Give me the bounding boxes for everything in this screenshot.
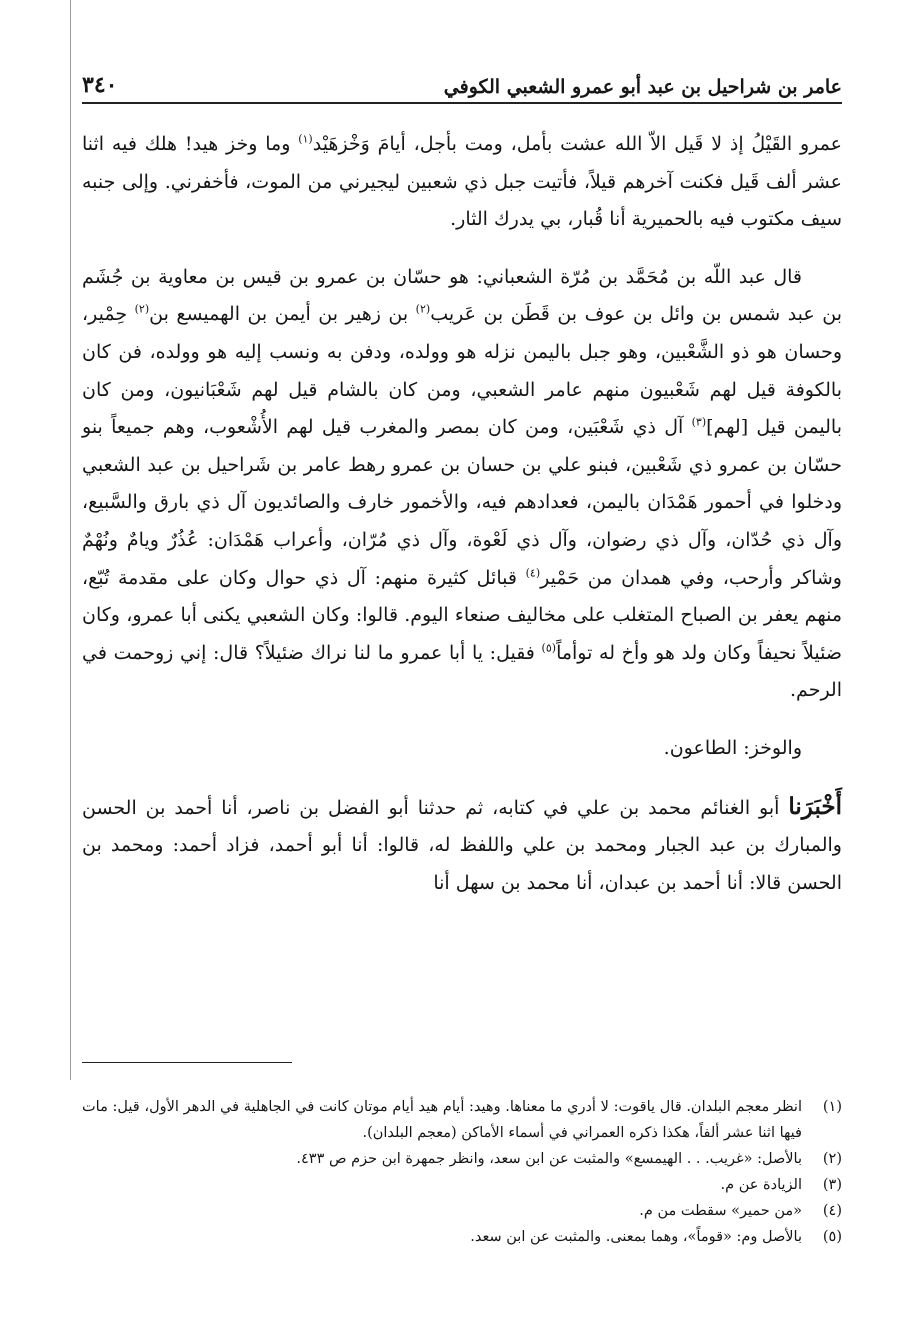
footnote-number: (٢) bbox=[822, 1151, 842, 1167]
paragraph-text: قبائل كثيرة منهم: آل ذي حوال وكان على مقدمة تُبّع، منهم يعفر بن الصباح المتغلب على مخاليف صنعاء اليوم. قالوا: وكان الشعبي يكنى أبا عمرو، وكان ضئيلاً نحيفاً وكان ولد هو وأخ له توأماً bbox=[82, 566, 842, 664]
footnote-ref-3: (٣) bbox=[691, 415, 707, 429]
footnote-item bbox=[82, 1198, 842, 1224]
footnote-text: بالأصل وم: «قوماً»، وهما بمعنى. والمثبت عن ابن سعد. bbox=[470, 1229, 802, 1245]
paragraph-3: والوخز: الطاعون. bbox=[663, 736, 802, 759]
footnotes bbox=[82, 1094, 842, 1250]
paragraph-text: فقيل: يا أبا عمرو ما لنا نراك ضئيلاً؟ قال: إني زوحمت في الرحم. bbox=[82, 641, 842, 702]
page-margin-rule bbox=[70, 0, 71, 1080]
paragraph-2 bbox=[82, 259, 842, 710]
footnote-item bbox=[82, 1172, 842, 1198]
paragraph-text: بن زهير بن أيمن بن الهميسع بن bbox=[149, 303, 416, 326]
footnote-ref-5: (٥) bbox=[541, 641, 557, 655]
lead-word: أَخْبَرَنا bbox=[788, 792, 842, 820]
paragraph-1 bbox=[82, 126, 842, 239]
footnote-ref-4: (٤) bbox=[525, 566, 541, 580]
footnote-separator bbox=[82, 1062, 292, 1063]
page-header bbox=[82, 62, 842, 104]
footnote-ref-2b: (٢) bbox=[134, 303, 150, 317]
footnote-text: بالأصل: «غريب. . . الهيمسع» والمثبت عن ابن سعد، وانظر جمهرة ابن حزم ص ٤٣٣. bbox=[296, 1151, 802, 1167]
page-number: ٣٤٠ bbox=[82, 72, 118, 98]
footnote-text: «من حمير» سقطت من م. bbox=[639, 1203, 802, 1219]
paragraph-text: وما وخز هيد! هلك فيه اثنا عشر ألف قَيل فكنت آخرهم قيلاً، فأتيت جبل ذي شعبين ليجيرني من الموت، فأخفرني. وإلى جنبه سيف مكتوب فيه بالحميرية أنا قُبار، بي يدرك الثار. bbox=[82, 133, 842, 231]
footnote-number: (٤) bbox=[822, 1203, 842, 1219]
paragraph-text: قال عبد اللّه بن مُحَمَّد بن مُرّة الشعباني: هو حسّان بن عمرو بن قيس بن معاوية بن جُشَم بن عبد شمس بن وائل بن عوف بن قَطَن بن عَريب bbox=[82, 265, 843, 326]
footnote-ref-2: (٢) bbox=[415, 303, 431, 317]
footnote-text: انظر معجم البلدان. قال ياقوت: لا أدري ما معناها. وهيد: أيام هيد أيام موتان كانت في الجاهلية في الدهر الأول، قيل: مات فيها اثنا عشر ألفاً، هكذا ذكره العمراني في أسماء الأماكن (معجم البلدان). bbox=[82, 1099, 802, 1141]
main-text bbox=[82, 126, 842, 922]
paragraph-text: حِمْير، وحسان هو ذو الشَّعْبين، وهو جبل باليمن نزله هو وولده، ودفن به ونسب إليه هو وولده، فن كان بالكوفة قيل لهم شَعْبيون منهم عامر الشعبي، ومن كان بالشام قيل لهم شَعْبَانيون، ومن كان باليمن قيل [لهم] bbox=[82, 303, 842, 439]
paragraph-text: عمرو القَيْلُ إذ لا قَيل الاّ الله عشت بأمل، ومت بأجل، أيامَ وَخْزهَيْد bbox=[312, 133, 842, 155]
footnote-number: (١) bbox=[822, 1099, 842, 1115]
footnote-item bbox=[82, 1224, 842, 1250]
running-title: عامر بن شراحيل بن عبد أبو عمرو الشعبي الكوفي bbox=[443, 76, 842, 98]
footnote-number: (٥) bbox=[822, 1229, 842, 1245]
footnote-ref-1: (١) bbox=[298, 132, 313, 146]
footnote-text: الزيادة عن م. bbox=[720, 1177, 802, 1193]
paragraph-text: أبو الغنائم محمد بن علي في كتابه، ثم حدثنا أبو الفضل بن ناصر، أنا أحمد بن الحسن والمبارك بن عبد الجبار ومحمد بن علي واللفظ له، قالوا: أنا أبو أحمد، فزاد أحمد: ومحمد بن الحسن قالا: أنا أحمد بن عبدان، أنا محمد بن سهل أنا bbox=[82, 796, 842, 894]
footnote-item bbox=[82, 1094, 842, 1146]
footnote-item bbox=[82, 1146, 842, 1172]
paragraph-4 bbox=[82, 788, 842, 903]
paragraph-text: آل ذي شَعْبَين، ومن كان بمصر والمغرب قيل لهم الأُشْعوب، وهم جميعاً بنو حسّان بن عمرو ذي شَعْبين، فبنو علي بن حسان بن عمرو رهط عامر بن شَراحيل بن عبد الشعبي ودخلوا في أحمور هَمْدَان باليمن، فعدادهم فيه، والأخمور خارف والصائديون آل ذي بارق والسَّبيع، وآل ذي حُدّان، وآل ذي رضوان، وآل ذي لَعْوة، وآل ذي مُرّان، وأعراب هَمْدَان: عُذُرٌ ويامٌ ونُهْمٌ وشاكر وأرحب، وفي همدان من حَمْير bbox=[82, 416, 842, 589]
footnote-number: (٣) bbox=[822, 1177, 842, 1193]
